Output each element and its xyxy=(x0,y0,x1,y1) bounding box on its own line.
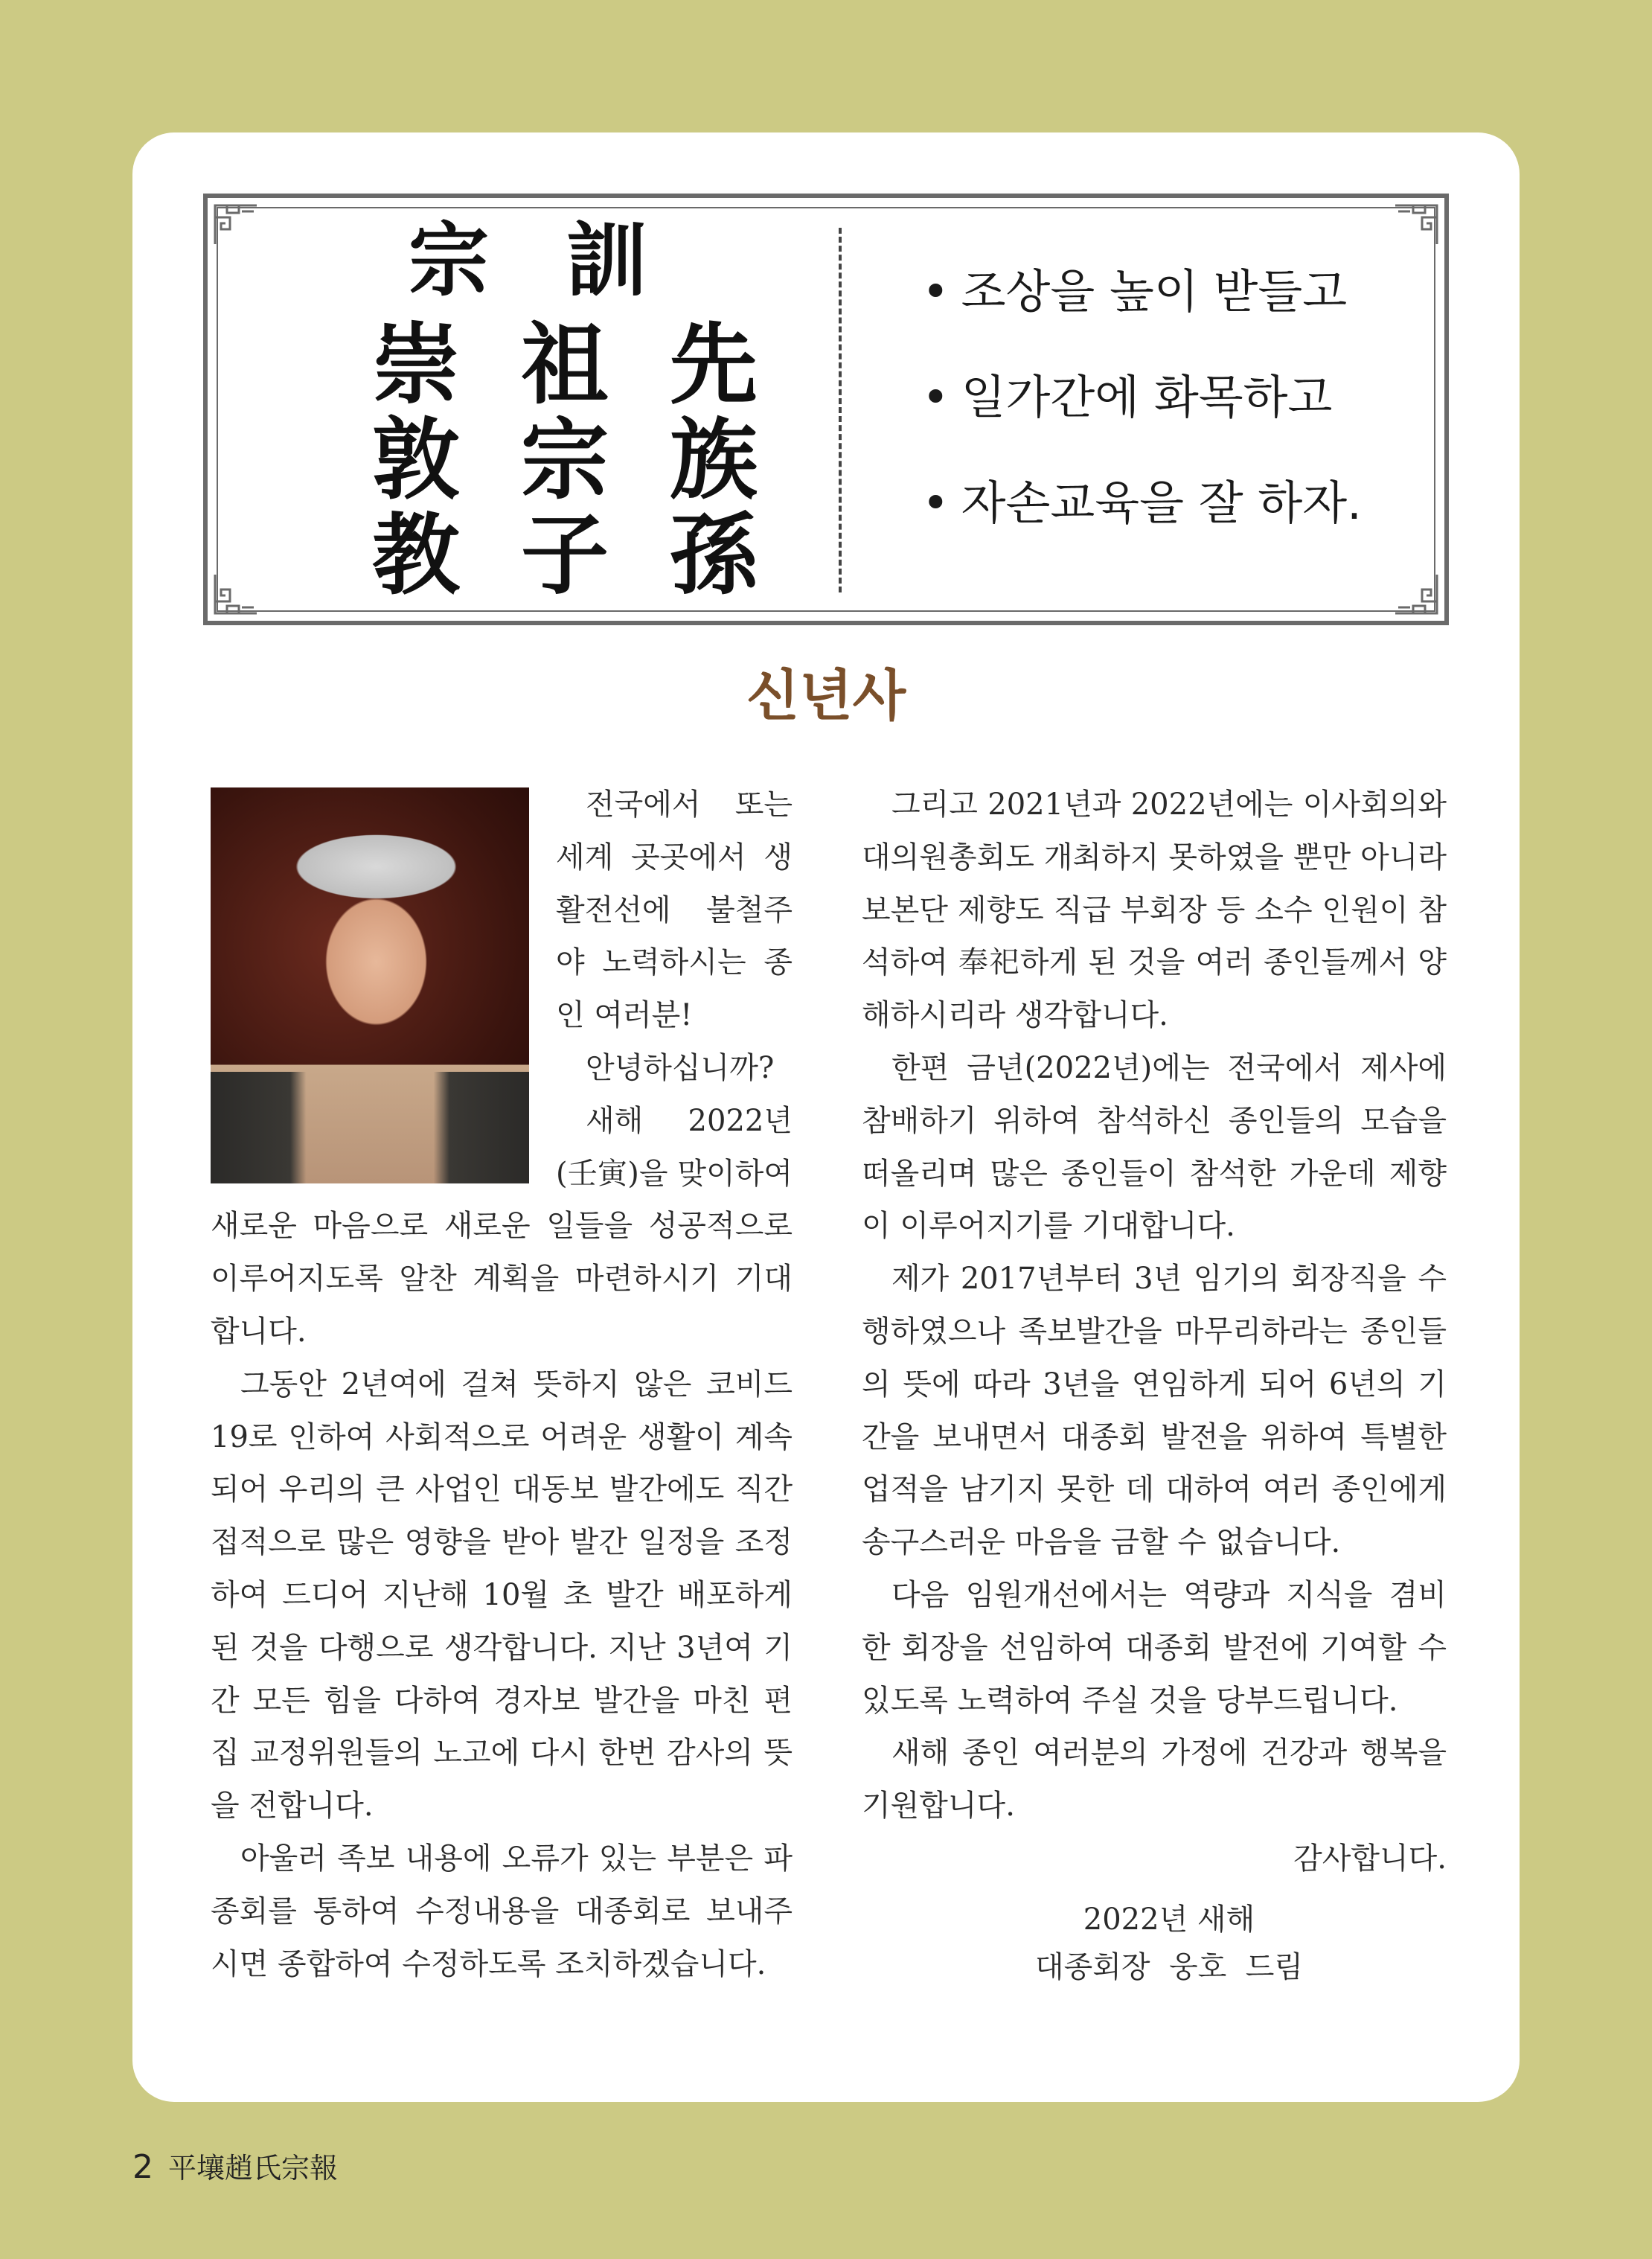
motto-list-item xyxy=(922,370,1413,424)
author-portrait xyxy=(211,787,529,1183)
motto-title xyxy=(409,214,647,307)
motto-hanja-char: 孫 xyxy=(669,503,758,607)
page-card xyxy=(132,132,1520,2102)
motto-list-item xyxy=(922,264,1413,319)
page-number: 2 xyxy=(132,2148,153,2186)
motto-item-text: 자손교육을 잘 하자. xyxy=(961,476,1362,530)
paragraph: 제가 2017년부터 3년 임기의 회장직을 수행하였으나 족보발간을 마무리하라는 종인들의 뜻에 따라 3년을 연임하게 되어 6년의 기간을 보내면서 대종회 발전을 위하여 특별한 업적을 남기지 못한 데 대하여 여러 종인에게 송구스러운 마음을 금할 수 없습니다. xyxy=(862,1262,1447,1560)
fret-ornament-icon xyxy=(1380,202,1440,247)
paragraph: 새해 2022년(壬寅)을 맞이하여 새로운 마음으로 새로운 일들을 성공적으로 이루어지도록 알찬 계획을 마련하시기 기대합니다. xyxy=(211,1103,793,1349)
paragraph: 전국에서 또는 세계 곳곳에서 생활전선에 불철주야 노력하시는 종인 여러분! xyxy=(556,787,793,1033)
motto-hanja-char: 敦 xyxy=(371,408,460,511)
fret-ornament-icon xyxy=(212,572,272,616)
bullet-icon: • xyxy=(922,370,950,424)
paragraph: 다음 임원개선에서는 역량과 지식을 겸비한 회장을 선임하여 대종회 발전에 기여할 수 있도록 노력하여 주실 것을 당부드립니다. xyxy=(862,1577,1447,1718)
paragraph: 그리고 2021년과 2022년에는 이사회의와 대의원총회도 개최하지 못하였을 뿐만 아니라 보본단 제향도 직급 부회장 등 소수 인원이 참석하여 奉祀하게 된 것을 여러 종인들께서 양해하시리라 생각합니다. xyxy=(862,787,1447,1033)
page-title: 신년사 xyxy=(746,664,906,728)
bullet-icon: • xyxy=(922,476,950,530)
left-column xyxy=(211,779,793,1990)
motto-hanja-char: 子 xyxy=(520,503,609,607)
motto-hanja-char: 宗 xyxy=(520,408,609,511)
motto-hanja-char: 族 xyxy=(669,408,758,511)
motto-item-text: 조상을 높이 받들고 xyxy=(961,264,1348,319)
signoff-author: 대종회장 웅호 드림 xyxy=(1035,1949,1303,1984)
paragraph: 새해 종인 여러분의 가정에 건강과 행복을 기원합니다. xyxy=(862,1736,1447,1824)
paragraph: 한편 금년(2022년)에는 전국에서 제사에 참배하기 위하여 참석하신 종인들의 모습을 떠올리며 많은 종인들이 참석한 가운데 제향이 이루어지기를 기대합니다. xyxy=(862,1050,1447,1244)
motto-hanja-char: 崇 xyxy=(371,313,460,416)
motto-title-char: 宗 xyxy=(409,214,490,307)
publication-name: 平壤趙氏宗報 xyxy=(168,2152,339,2185)
page-footer xyxy=(132,2148,339,2186)
motto-hanja-char: 祖 xyxy=(520,313,609,416)
motto-list-item xyxy=(922,476,1413,530)
paragraph: 안녕하십니까? xyxy=(586,1050,775,1085)
motto-hanja-char: 先 xyxy=(669,313,758,416)
motto-hanja-grid xyxy=(342,313,788,607)
fret-ornament-icon xyxy=(212,202,272,247)
motto-title-char: 訓 xyxy=(566,214,647,307)
right-column xyxy=(862,779,1447,1991)
motto-box xyxy=(203,194,1449,625)
motto-list xyxy=(922,264,1413,586)
paragraph: 아울러 족보 내용에 오류가 있는 부분은 파종회를 통하여 수정내용을 대종회로 보내주시면 종합하여 수정하도록 조치하겠습니다. xyxy=(211,1841,793,1981)
motto-divider xyxy=(839,228,842,592)
signoff-date: 2022년 새해 xyxy=(1083,1902,1255,1937)
closing-remark: 감사합니다. xyxy=(1293,1841,1447,1876)
bullet-icon: • xyxy=(922,264,950,319)
motto-hanja-char: 教 xyxy=(371,503,460,607)
motto-item-text: 일가간에 화목하고 xyxy=(961,370,1333,424)
paragraph: 그동안 2년여에 걸쳐 뜻하지 않은 코비드19로 인하여 사회적으로 어려운 생활이 계속되어 우리의 큰 사업인 대동보 발간에도 직간접적으로 많은 영향을 받아 발간 일정을 조정하여 드디어 지난해 10월 초 발간 배포하게 된 것을 다행으로 생각합니다. 지난 3년여 기간 모든 힘을 다하여 경자보 발간을 마친 편집 교정위원들의 노고에 다시 한번 감사의 뜻을 전합니다. xyxy=(211,1367,793,1824)
